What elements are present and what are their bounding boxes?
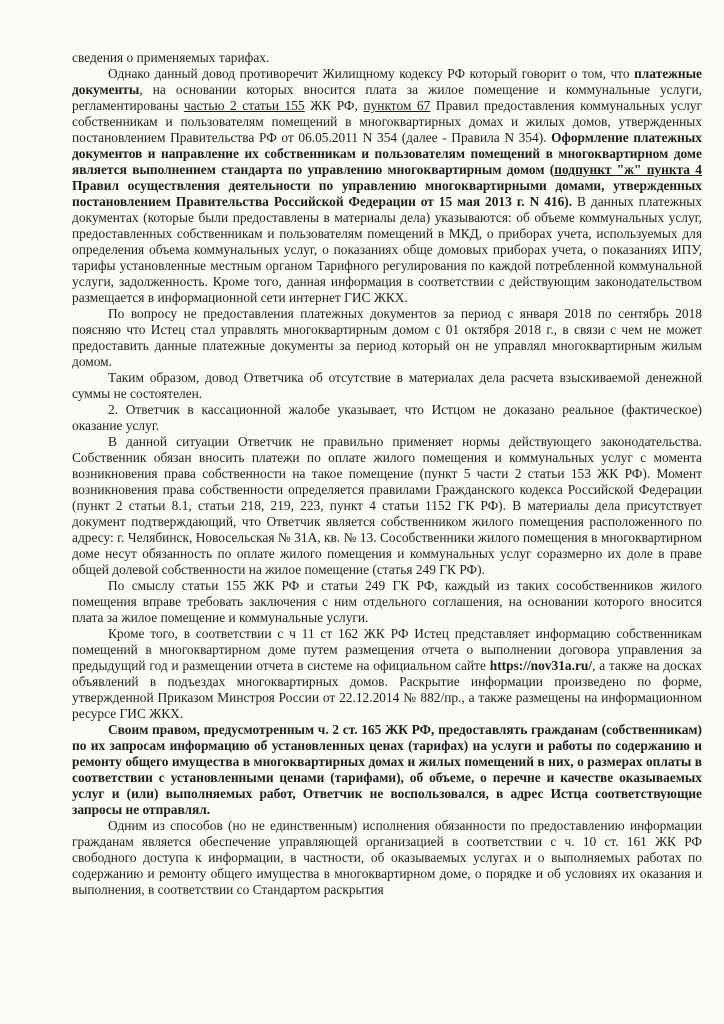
- p1-bold-payment-docs: платежные документы: [72, 66, 702, 97]
- p1-link-subpoint-zh: подпункт "ж" пункта 4: [554, 162, 702, 177]
- paragraph-6: По смыслу статьи 155 ЖК РФ и статьи 249 ГК РФ, каждый из таких сособственников жилого помещения вправе требовать заключения с ним отдельного соглашения, на основании которого вносится плата за жилое помещение и коммунальные услуги.: [72, 578, 702, 625]
- paragraph-0: сведения о применяемых тарифах.: [72, 50, 270, 65]
- p8-bold-text: Своим правом, предусмотренным ч. 2 ст. 165 ЖК РФ, предоставлять гражданам (собственникам) по их запросам информацию об установленных ценах (тарифах) на услуги и работы по содержанию и ремонту общего имущества в многоквартирных домах и жилых помещений в них, о размерах оплаты в соответствии с установленными ценами (тарифами), об объеме, о перечне и качестве оказываемых услуг и (или) выполняемых работ, Ответчик не воспользовался, в адрес Истца соответствующие запросы не отправлял.: [72, 722, 702, 817]
- paragraph-1: [72, 66, 702, 306]
- p7-text-a: Кроме того, в соответствии с ч 11 ст 162 ЖК РФ Истец представляет информацию собственникам помещений в многоквартирном доме путем размещения отчета о выполнении договора управления за предыдущий год и размещении отчета в системе на официальном сайте: [72, 626, 702, 673]
- paragraph-9: Одним из способов (но не единственным) исполнения обязанности по предоставлению информации гражданам является обеспечение управляющей организацией в соответствии с ч. 10 ст. 161 ЖК РФ свободного доступа к информации, в частности, об оказываемых услугах и о выполняемых работах по содержанию и ремонту общего имущества в многоквартирном доме, о порядке и об условиях их оказания и выполнения, в соответствии со Стандартом раскрытия: [72, 818, 702, 897]
- paragraph-8: [72, 722, 702, 818]
- p7-text-c: , а также на досках объявлений в подъездах многоквартирных домов. Раскрытие информации произведено по форме, утвержденной Приказом Минстроя России от 22.12.2014 № 882/пр., а также размещены на информационном ресурсе ГИС ЖКХ.: [72, 658, 702, 721]
- p1-text-a: Однако данный довод противоречит Жилищному кодексу РФ который говорит о том, что: [108, 66, 635, 81]
- p1-bold-j: Правил осуществления деятельности по управлению многоквартирными домами, утвержденных постановлением Правительства Российской Федерации от 15 мая 2013 г. N 416).: [72, 178, 702, 209]
- paragraph-3: Таким образом, довод Ответчика об отсутствие в материалах дела расчета взыскиваемой денежной суммы не состоятелен.: [72, 370, 702, 401]
- paragraph-4: 2. Ответчик в кассационной жалобе указывает, что Истцом не доказано реальное (фактическое) оказание услуг.: [72, 402, 702, 433]
- p1-text-g: Правил предоставления коммунальных услуг собственникам и пользователям помещений в многоквартирных домах и жилых домов, утвержденных постановлением Правительства РФ от 06.05.2011 N 354 (далее - Правила N 354).: [72, 98, 702, 145]
- p1-bold-h: Оформление платежных документов и направление их собственникам и пользователям помещений в многоквартирном доме является выполнением стандарта по управлению многоквартирным домом (: [72, 130, 702, 177]
- p1-text-c: , на основании которых вносится плата за жилое помещение и коммунальные услуги, регламентированы: [72, 82, 702, 113]
- paragraph-7: [72, 626, 702, 722]
- p7-site-url: https://nov31a.ru/: [489, 658, 593, 673]
- p1-text-k: В данных платежных документах (которые были предоставлены в материалы дела) указываются: об объеме коммунальных услуг, предоставленных собственникам и пользователям помещений в МКД, о приборах учета, используемых для определения объема коммунальных услуг, о показаниях обще домовых приборах учета, о показаниях ИПУ, тарифы установленные местным органом Тарифного регулирования по каждой потребленной коммунальной услуги, задолженность. Кроме того, данная информация в соответствии с действующим законодательством размещается в информационной сети интернет ГИС ЖКХ.: [72, 194, 702, 305]
- paragraph-5: В данной ситуации Ответчик не правильно применяет нормы действующего законодательства. Собственник обязан вносить платежи по оплате жилого помещения и коммунальных услуг с момента возникновения права собственности на такое помещение (пункт 5 части 2 статьи 153 ЖК РФ). Момент возникновения права собственности определяется правилами Гражданского кодекса Российской Федерации (пункт 2 статьи 8.1, статьи 218, 219, 223, пункт 4 статьи 1152 ГК РФ). В материалы дела присутствует документ подтверждающий, что Ответчик является собственником жилого помещения расположенного по адресу: г. Челябинск, Новосельская № 31А, кв. № 13. Сособственники жилого помещения в многоквартирном доме несут обязанность по оплате жилого помещения и коммунальных услуг соразмерно их доле в праве общей долевой собственности на жилое помещение (статья 249 ГК РФ).: [72, 434, 702, 577]
- paragraph-2: По вопросу не предоставления платежных документов за период с января 2018 по сентябрь 2018 поясняю что Истец стал управлять многоквартирным домом с 01 октября 2018 г., в связи с чем не может предоставить данные платежные документы за период который он не управлял многоквартирным жилым домом.: [72, 306, 702, 369]
- p1-text-e: ЖК РФ,: [304, 98, 364, 113]
- p1-link-article-155: частью 2 статьи 155: [183, 98, 305, 113]
- p1-link-point-67: пунктом 67: [363, 98, 431, 113]
